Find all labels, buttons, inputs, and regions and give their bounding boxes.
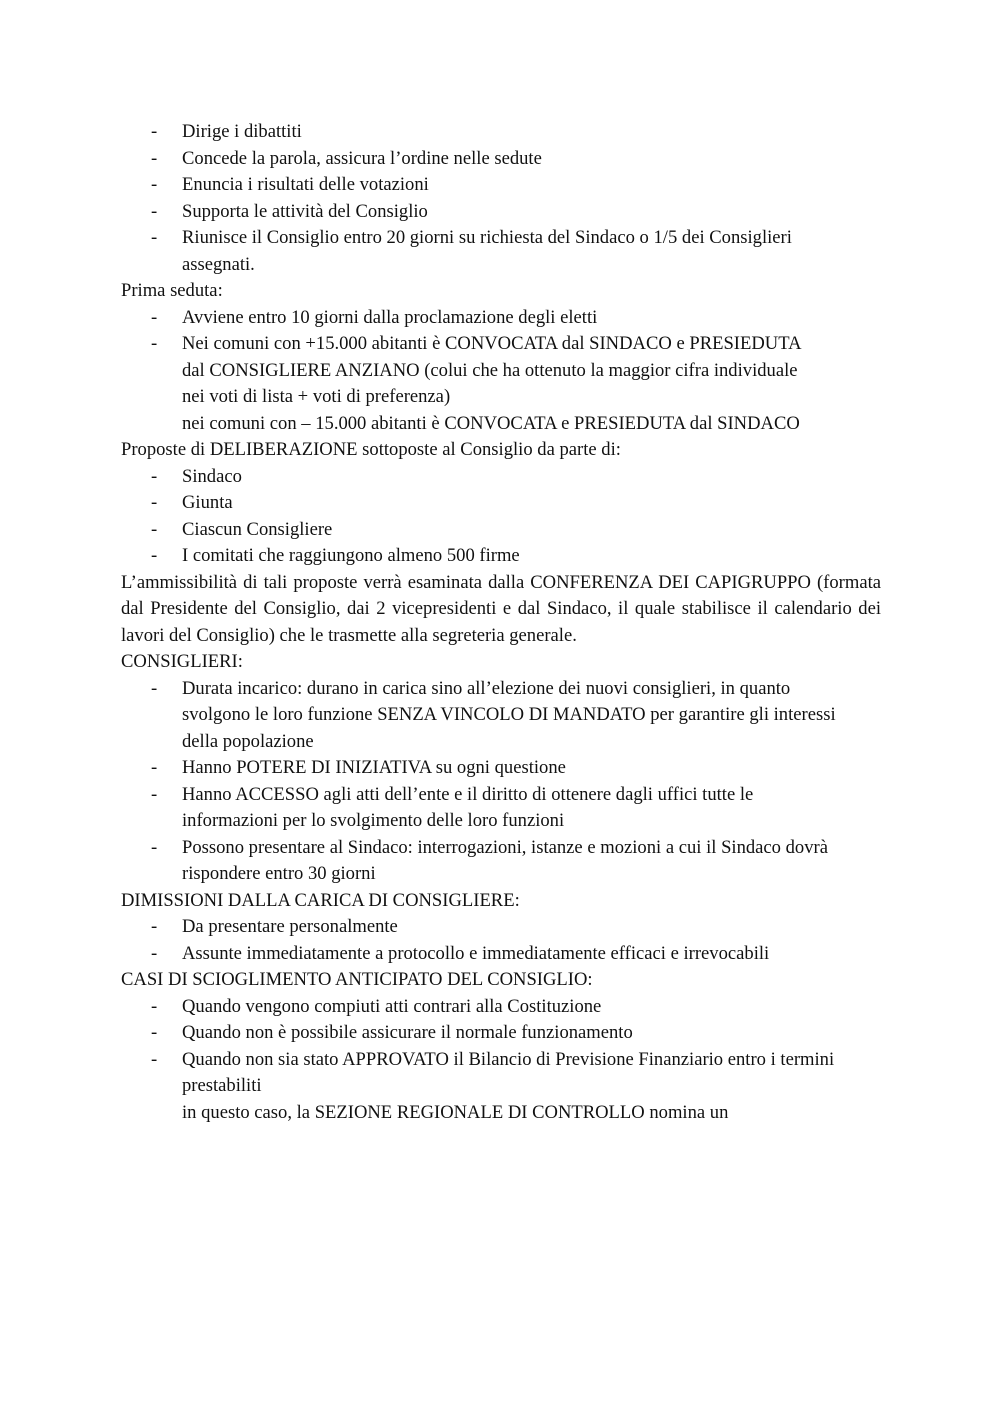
list-item-text: Concede la parola, assicura l’ordine nelle sedute (182, 147, 542, 169)
dash-bullet: - (151, 757, 158, 778)
dimissioni-list (121, 914, 881, 967)
dash-bullet: - (151, 227, 158, 248)
list-item (121, 941, 881, 968)
dash-bullet: - (151, 942, 158, 964)
dash-bullet: - (151, 465, 158, 487)
list-item-text: Hanno ACCESSO agli atti dell’ente e il diritto di ottenere dagli uffici tutte le informazioni per lo svolgimento delle loro funzioni (182, 783, 754, 831)
prima-seduta-list (121, 305, 881, 438)
list-item (121, 676, 881, 756)
list-item (121, 914, 881, 941)
list-item (121, 782, 881, 835)
dash-bullet: - (151, 545, 158, 566)
heading-proposte: Proposte di DELIBERAZIONE sottoposte al Consiglio da parte di: (121, 439, 621, 460)
list-item-text: Dirige i dibattiti (182, 121, 302, 142)
list-item (121, 172, 881, 199)
list-item-text: Riunisce il Consiglio entro 20 giorni su richiesta del Sindaco o 1/5 dei Consiglieri assegnati. (182, 227, 792, 275)
list-item-text: Hanno POTERE DI INIZIATIVA su ogni questione (182, 757, 566, 778)
list-item (121, 119, 881, 146)
list-item-text: Durata incarico: durano in carica sino all’elezione dei nuovi consiglieri, in quanto svolgono le loro funzione SENZA VINCOLO DI MANDATO per garantire gli interessi della popolazione (182, 677, 836, 752)
list-item (121, 490, 881, 517)
heading-consiglieri: CONSIGLIERI: (121, 651, 243, 672)
list-item-text: Nei comuni con +15.000 abitanti è CONVOCATA dal SINDACO e PRESIEDUTA dal CONSIGLIERE ANZIANO (colui che ha ottenuto la maggior cifra individuale nei voti di lista + voti di preferenza) (182, 333, 801, 407)
dash-bullet: - (151, 836, 158, 858)
president-duties-list (121, 119, 881, 278)
scioglimento-list (121, 994, 881, 1127)
list-item-text: Supporta le attività del Consiglio (182, 200, 428, 222)
dash-bullet: - (151, 333, 158, 354)
dash-bullet: - (151, 200, 158, 222)
list-item-text: Enuncia i risultati delle votazioni (182, 174, 429, 195)
consiglieri-list (121, 676, 881, 888)
list-item (121, 146, 881, 173)
list-item-text: Assunte immediatamente a protocollo e immediatamente efficaci e irrevocabili (182, 942, 770, 964)
dash-bullet: - (151, 306, 158, 328)
heading-dimissioni: DIMISSIONI DALLA CARICA DI CONSIGLIERE: (121, 889, 520, 911)
list-item (121, 835, 881, 888)
list-item (121, 994, 881, 1021)
list-item (121, 1047, 881, 1127)
list-item-text: I comitati che raggiungono almeno 500 firme (182, 545, 520, 566)
document-page (121, 119, 881, 1126)
dash-bullet: - (151, 677, 158, 699)
dash-bullet: - (151, 995, 158, 1017)
list-item-text: Sindaco (182, 465, 242, 487)
proposte-list (121, 464, 881, 570)
dash-bullet: - (151, 1022, 158, 1043)
list-item (121, 331, 881, 437)
list-item-text: Da presentare personalmente (182, 916, 398, 937)
list-item-continuation: in questo caso, la SEZIONE REGIONALE DI CONTROLLO nomina un (182, 1101, 729, 1123)
list-item-text: Possono presentare al Sindaco: interrogazioni, istanze e mozioni a cui il Sindaco dovrà rispondere entro 30 giorni (182, 836, 828, 884)
list-item (121, 1020, 881, 1047)
dash-bullet: - (151, 174, 158, 195)
list-item (121, 305, 881, 332)
list-item (121, 517, 881, 544)
list-item (121, 755, 881, 782)
list-item (121, 225, 881, 278)
paragraph-ammissibilita: L’ammissibilità di tali proposte verrà esaminata dalla CONFERENZA DEI CAPIGRUPPO (formata dal Presidente del Consiglio, dai 2 vicepresidenti e dal Sindaco, il quale stabilisce il calendario dei lavori del Consiglio) che le trasmette alla segreteria generale. (121, 571, 881, 646)
heading-prima-seduta: Prima seduta: (121, 280, 223, 301)
list-item (121, 464, 881, 491)
dash-bullet: - (151, 121, 158, 142)
list-item-continuation: nei comuni con – 15.000 abitanti è CONVOCATA e PRESIEDUTA dal SINDACO (182, 412, 800, 434)
dash-bullet: - (151, 916, 158, 937)
heading-scioglimento: CASI DI SCIOGLIMENTO ANTICIPATO DEL CONSIGLIO: (121, 969, 593, 990)
list-item-text: Ciascun Consigliere (182, 518, 333, 540)
list-item (121, 543, 881, 570)
list-item-text: Quando vengono compiuti atti contrari alla Costituzione (182, 995, 602, 1017)
dash-bullet: - (151, 1048, 158, 1070)
dash-bullet: - (151, 147, 158, 169)
dash-bullet: - (151, 492, 158, 513)
list-item-text: Quando non è possibile assicurare il normale funzionamento (182, 1022, 633, 1043)
list-item-text: Giunta (182, 492, 233, 513)
list-item-text: Quando non sia stato APPROVATO il Bilancio di Previsione Finanziario entro i termini prestabiliti (182, 1048, 835, 1096)
dash-bullet: - (151, 518, 158, 540)
list-item (121, 199, 881, 226)
dash-bullet: - (151, 783, 158, 805)
list-item-text: Avviene entro 10 giorni dalla proclamazione degli eletti (182, 306, 598, 328)
